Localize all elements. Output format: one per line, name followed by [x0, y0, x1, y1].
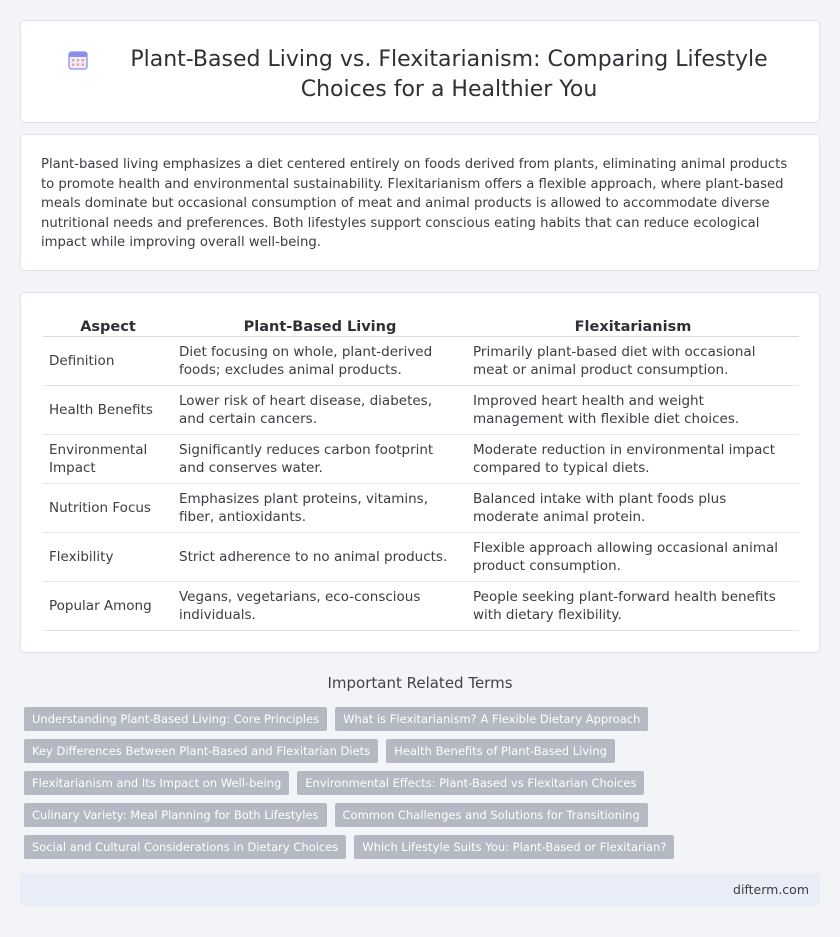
related-term-link[interactable]: Environmental Effects: Plant-Based vs Flexitarian Choices: [297, 771, 644, 795]
row-plant-based: Strict adherence to no animal products.: [173, 533, 467, 582]
comparison-table: [43, 315, 799, 631]
row-flexitarian: Improved heart health and weight management with flexible diet choices.: [467, 386, 799, 435]
row-plant-based: Significantly reduces carbon footprint and conserves water.: [173, 435, 467, 484]
related-term-link[interactable]: Common Challenges and Solutions for Transitioning: [335, 803, 648, 827]
calendar-icon: [66, 48, 90, 72]
row-aspect: Definition: [43, 337, 173, 386]
row-plant-based: Emphasizes plant proteins, vitamins, fiber, antioxidants.: [173, 484, 467, 533]
table-row: [43, 386, 799, 435]
table-row: [43, 337, 799, 386]
row-aspect: Environmental Impact: [43, 435, 173, 484]
header-aspect: Aspect: [43, 315, 173, 337]
header-card: [20, 20, 820, 123]
table-row: [43, 435, 799, 484]
row-flexitarian: People seeking plant-forward health benefits with dietary flexibility.: [467, 582, 799, 631]
row-flexitarian: Balanced intake with plant foods plus moderate animal protein.: [467, 484, 799, 533]
related-term-link[interactable]: Which Lifestyle Suits You: Plant-Based or Flexitarian?: [354, 835, 674, 859]
tag-row: [24, 739, 615, 763]
intro-paragraph: Plant-based living emphasizes a diet centered entirely on foods derived from plants, eliminating animal products to promote health and environmental sustainability. Flexitarianism offers a flexible approach, where plant-based meals dominate but occasional consumption of meat and animal products is allowed to accommodate diverse nutritional needs and preferences. Both lifestyles support conscious eating habits that can reduce ecological impact while improving overall well-being.: [41, 157, 788, 251]
tag-row: [24, 707, 648, 731]
header-flexitarian: Flexitarianism: [467, 315, 799, 337]
table-row: [43, 484, 799, 533]
page-title: Plant-Based Living vs. Flexitarianism: Comparing Lifestyle Choices for a Healthier You: [130, 47, 768, 102]
related-term-link[interactable]: Social and Cultural Considerations in Dietary Choices: [24, 835, 346, 859]
related-term-link[interactable]: Key Differences Between Plant-Based and Flexitarian Diets: [24, 739, 378, 763]
site-link[interactable]: difterm.com: [733, 882, 809, 897]
row-flexitarian: Primarily plant-based diet with occasional meat or animal product consumption.: [467, 337, 799, 386]
related-term-link[interactable]: Health Benefits of Plant-Based Living: [386, 739, 615, 763]
row-plant-based: Vegans, vegetarians, eco-conscious individuals.: [173, 582, 467, 631]
comparison-table-card: [20, 292, 820, 653]
row-aspect: Nutrition Focus: [43, 484, 173, 533]
row-aspect: Popular Among: [43, 582, 173, 631]
table-header-row: [43, 315, 799, 337]
table-row: [43, 533, 799, 582]
intro-card: [20, 134, 820, 271]
related-term-link[interactable]: Culinary Variety: Meal Planning for Both Lifestyles: [24, 803, 327, 827]
related-term-link[interactable]: What is Flexitarianism? A Flexible Dietary Approach: [335, 707, 648, 731]
tag-row: [24, 803, 648, 827]
row-plant-based: Diet focusing on whole, plant-derived foods; excludes animal products.: [173, 337, 467, 386]
row-aspect: Flexibility: [43, 533, 173, 582]
related-terms-heading: Important Related Terms: [327, 674, 513, 692]
related-term-link[interactable]: Flexitarianism and Its Impact on Well-being: [24, 771, 289, 795]
row-aspect: Health Benefits: [43, 386, 173, 435]
row-plant-based: Lower risk of heart disease, diabetes, and certain cancers.: [173, 386, 467, 435]
related-term-link[interactable]: Understanding Plant-Based Living: Core Principles: [24, 707, 327, 731]
tag-row: [24, 835, 674, 859]
footer-bar: [20, 873, 820, 906]
row-flexitarian: Moderate reduction in environmental impact compared to typical diets.: [467, 435, 799, 484]
header-plant-based: Plant-Based Living: [173, 315, 467, 337]
row-flexitarian: Flexible approach allowing occasional animal product consumption.: [467, 533, 799, 582]
tag-row: [24, 771, 644, 795]
table-row: [43, 582, 799, 631]
